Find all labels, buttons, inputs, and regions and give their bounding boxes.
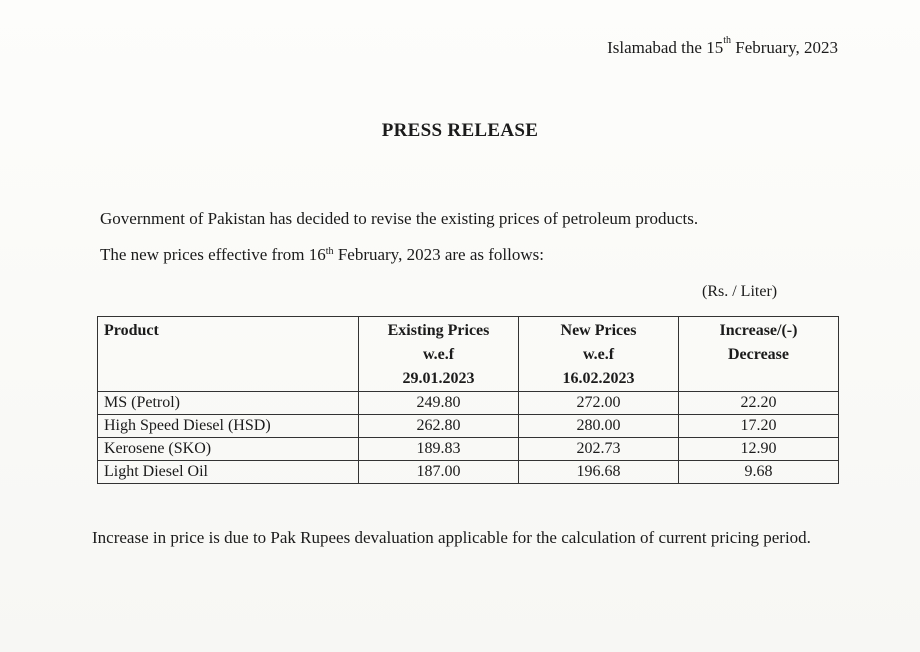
product-cell: Light Diesel Oil — [98, 461, 359, 484]
unit-label: (Rs. / Liter) — [702, 283, 778, 300]
intro-line-1: Government of Pakistan has decided to revise the existing prices of petroleum products. — [100, 209, 699, 228]
product-cell: MS (Petrol) — [98, 392, 359, 415]
table-row — [98, 438, 839, 461]
header-increase-decrease: Increase/(-) Decrease — [679, 317, 839, 392]
table-row — [98, 461, 839, 484]
document-title: PRESS RELEASE — [381, 120, 539, 141]
dateline: Islamabad the 15th February, 2023 — [607, 35, 838, 57]
existing-price-cell: 262.80 — [359, 415, 519, 438]
table-row — [98, 392, 839, 415]
change-cell: 12.90 — [679, 438, 839, 461]
footer-note: Increase in price is due to Pak Rupees devaluation applicable for the calculation of current pricing period. — [92, 528, 811, 547]
product-cell: Kerosene (SKO) — [98, 438, 359, 461]
table-header-row — [98, 317, 839, 392]
table-row — [98, 415, 839, 438]
header-existing-prices: Existing Prices w.e.f 29.01.2023 — [359, 317, 519, 392]
new-price-cell: 202.73 — [519, 438, 679, 461]
intro-paragraph — [100, 201, 698, 273]
existing-price-cell: 249.80 — [359, 392, 519, 415]
price-table — [97, 316, 839, 484]
header-product: Product — [98, 317, 359, 392]
new-price-cell: 272.00 — [519, 392, 679, 415]
change-cell: 22.20 — [679, 392, 839, 415]
change-cell: 17.20 — [679, 415, 839, 438]
intro-line-2: The new prices effective from 16th February, 2023 are as follows: — [100, 245, 544, 264]
existing-price-cell: 187.00 — [359, 461, 519, 484]
change-cell: 9.68 — [679, 461, 839, 484]
existing-price-cell: 189.83 — [359, 438, 519, 461]
new-price-cell: 280.00 — [519, 415, 679, 438]
product-cell: High Speed Diesel (HSD) — [98, 415, 359, 438]
new-price-cell: 196.68 — [519, 461, 679, 484]
header-new-prices: New Prices w.e.f 16.02.2023 — [519, 317, 679, 392]
